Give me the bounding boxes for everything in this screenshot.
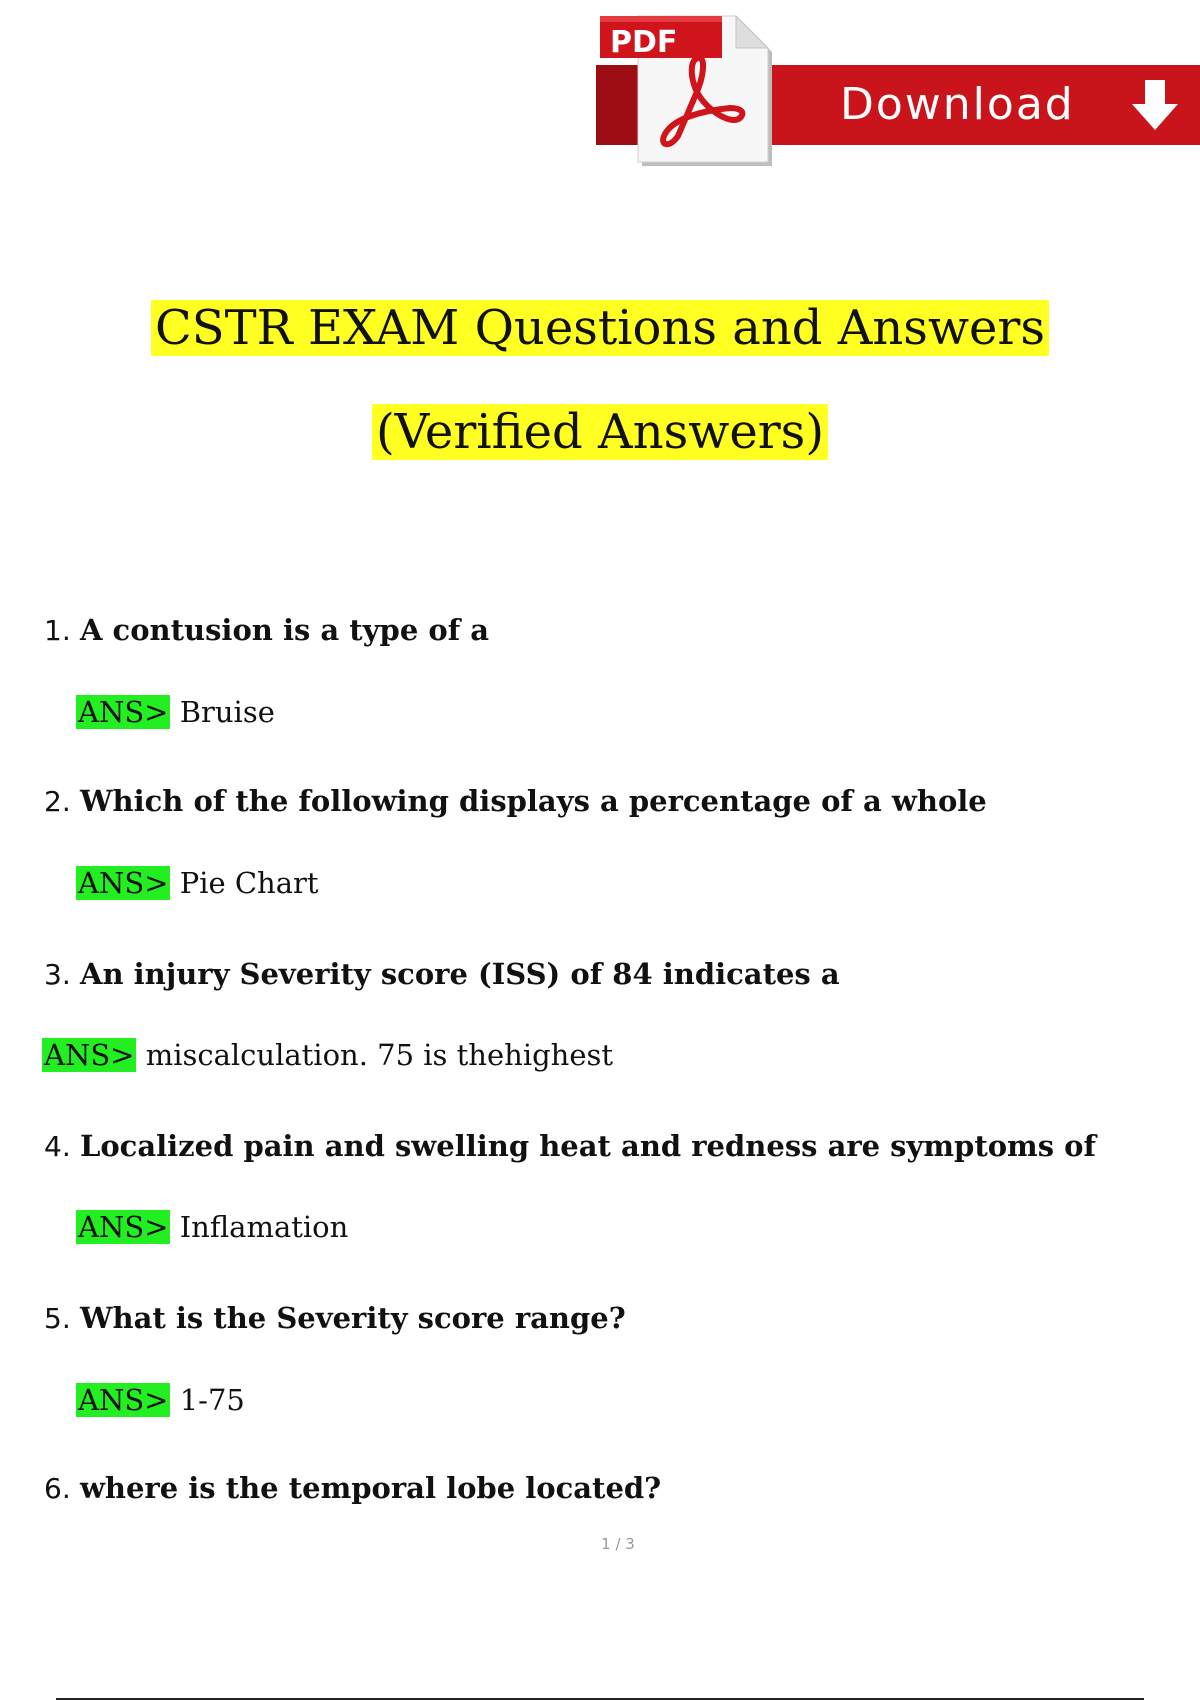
download-label[interactable]: Download <box>840 79 1075 130</box>
answer-text: Pie Chart <box>179 866 319 900</box>
question-text: What is the Severity score range? <box>79 1301 626 1335</box>
question-number: 1. <box>44 614 71 647</box>
pdf-document-icon[interactable] <box>600 8 780 168</box>
page-indicator: 1 / 3 <box>601 1535 635 1553</box>
answer-tag: ANS> <box>44 1038 135 1072</box>
answer-tag: ANS> <box>78 866 169 900</box>
answer-5 <box>76 1380 245 1420</box>
question-number: 5. <box>44 1302 71 1335</box>
answer-text: 1-75 <box>179 1383 245 1417</box>
question-5 <box>44 1298 626 1338</box>
page-title: CSTR EXAM Questions and Answers <box>151 300 1049 356</box>
question-number: 4. <box>44 1130 71 1163</box>
answer-3 <box>42 1035 613 1075</box>
answer-text: Bruise <box>179 695 275 729</box>
answer-4 <box>76 1207 348 1247</box>
page-title-line-2 <box>0 396 1200 468</box>
pdf-badge-label: PDF <box>610 25 678 60</box>
page-title-line-1 <box>0 292 1200 364</box>
question-1 <box>44 610 489 650</box>
question-number: 6. <box>44 1472 71 1505</box>
question-2 <box>44 781 987 821</box>
page-subtitle: (Verified Answers) <box>372 404 828 460</box>
answer-text: miscalculation. 75 is thehighest <box>145 1038 614 1072</box>
question-text: A contusion is a type of a <box>79 613 490 647</box>
question-text: Localized pain and swelling heat and redness are symptoms of <box>79 1129 1096 1163</box>
question-4 <box>44 1126 1096 1166</box>
question-text: An injury Severity score (ISS) of 84 indicates a <box>79 957 840 991</box>
answer-1 <box>76 692 275 732</box>
answer-tag: ANS> <box>78 1210 169 1244</box>
answer-2 <box>76 863 319 903</box>
download-arrow-icon[interactable] <box>1130 78 1180 132</box>
question-text: where is the temporal lobe located? <box>79 1471 662 1505</box>
answer-tag: ANS> <box>78 1383 169 1417</box>
question-number: 2. <box>44 785 71 818</box>
answer-text: Inflamation <box>179 1210 349 1244</box>
question-3 <box>44 954 840 994</box>
answer-tag: ANS> <box>78 695 169 729</box>
question-text: Which of the following displays a percentage of a whole <box>79 784 987 818</box>
question-6 <box>44 1468 661 1508</box>
question-number: 3. <box>44 958 71 991</box>
